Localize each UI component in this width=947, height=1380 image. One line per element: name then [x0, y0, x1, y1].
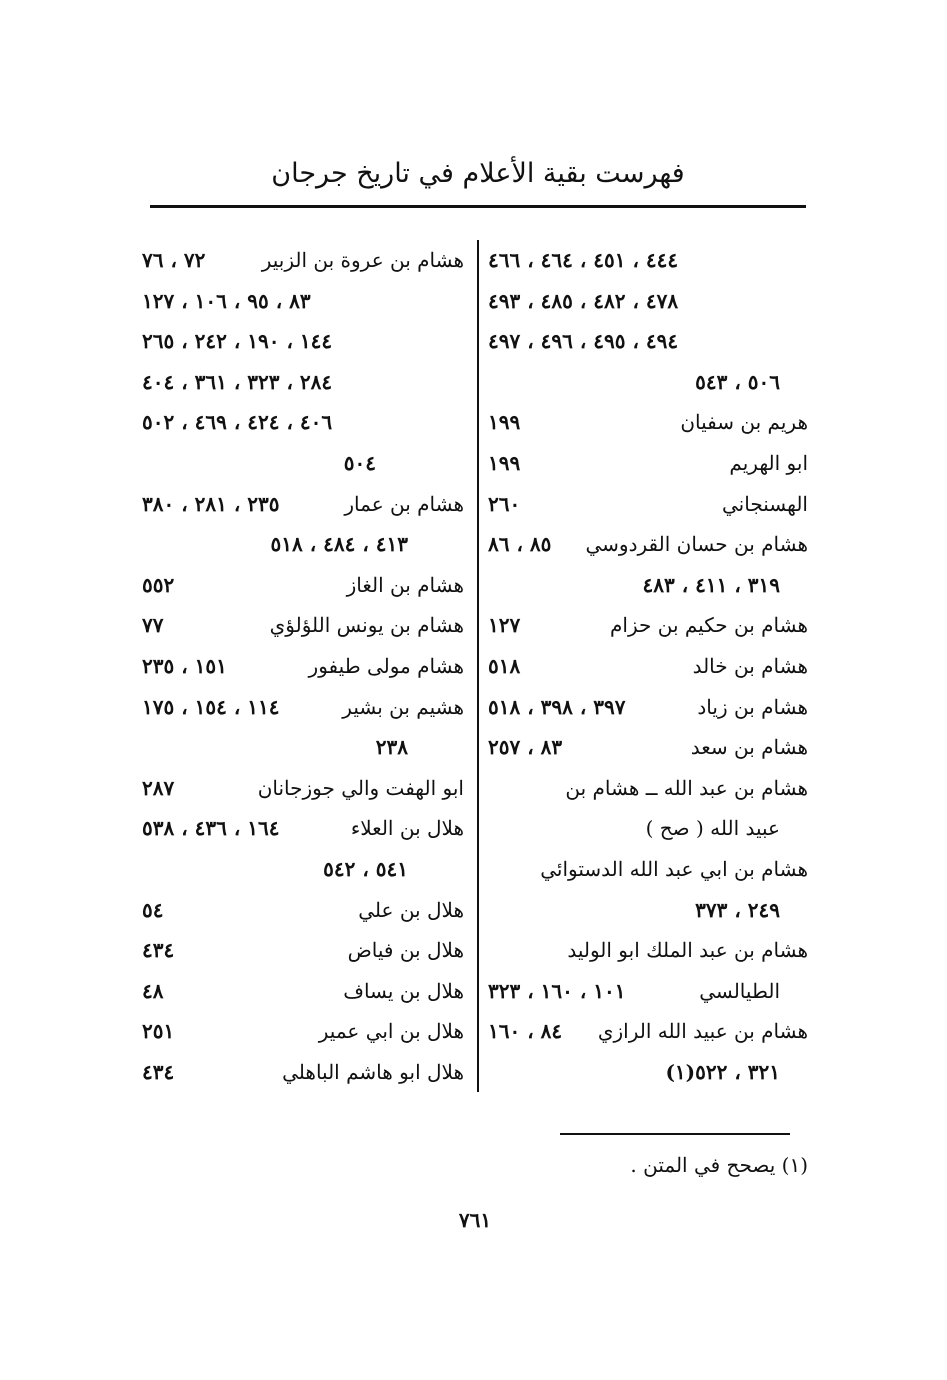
- column-divider: [477, 240, 479, 1092]
- footnote-rule: [560, 1133, 790, 1135]
- index-entry: ابو الهفت والي جوزجانان ٢٨٧: [142, 775, 464, 800]
- index-entry: ابو الهريم ١٩٩: [488, 450, 808, 475]
- page-title: فهرست بقية الأعلام في تاريخ جرجان: [271, 158, 685, 189]
- index-entry: هشام بن عبيد الله الرازي ٨٤ ، ١٦٠: [488, 1019, 808, 1044]
- index-entry: هشام بن عبد الملك ابو الوليد: [567, 938, 808, 963]
- index-entry: هشام بن حسان القردوسي ٨٥ ، ٨٦: [488, 532, 808, 557]
- index-entry: هشام بن حكيم بن حزام ١٢٧: [488, 613, 808, 638]
- index-entry: هشام بن يونس اللؤلؤي ٧٧: [142, 613, 464, 638]
- index-entry: الطيالسي ١٠١ ، ١٦٠ ، ٣٢٣: [488, 978, 780, 1003]
- index-entry: هلال بن فياض ٤٣٤: [142, 938, 464, 963]
- index-entry: ٤٩٤ ، ٤٩٥ ، ٤٩٦ ، ٤٩٧: [488, 329, 679, 354]
- index-entry: ٢٤٩ ، ٣٧٣: [695, 897, 780, 922]
- index-entry: ٤٧٨ ، ٤٨٢ ، ٤٨٥ ، ٤٩٣: [488, 288, 679, 313]
- index-column-left: [142, 240, 464, 1092]
- index-entry: ٣٢١ ، ٥٢٢(١): [665, 1059, 780, 1084]
- index-entry: هشام بن خالد ٥١٨: [488, 653, 808, 678]
- index-entry: هشام مولى طيفور ١٥١ ، ٢٣٥: [142, 653, 464, 678]
- index-entry: الهسنجاني ٢٦٠: [488, 491, 808, 516]
- index-entry: هشام بن عروة بن الزبير ٧٢ ، ٧٦: [142, 248, 464, 272]
- index-entry: ٤١٣ ، ٤٨٤ ، ٥١٨: [270, 532, 408, 557]
- index-entry: هشام بن الغاز ٥٥٢: [142, 572, 464, 597]
- index-entry: عبيد الله ( صح ): [645, 816, 780, 841]
- index-entry: هشام بن عمار ٢٣٥ ، ٢٨١ ، ٣٨٠: [142, 491, 464, 516]
- index-entry: ٨٣ ، ٩٥ ، ١٠٦ ، ١٢٧: [142, 288, 311, 313]
- index-entry: هلال بن العلاء ١٦٤ ، ٤٣٦ ، ٥٣٨: [142, 816, 464, 841]
- index-entry: ٢٨٤ ، ٣٢٣ ، ٣٦١ ، ٤٠٤: [142, 369, 333, 394]
- index-entry: هلال بن يساف ٤٨: [142, 978, 464, 1003]
- footnote: (١) يصحح في المتن .: [630, 1153, 808, 1177]
- index-entry: هلال ابو هاشم الباهلي ٤٣٤: [142, 1059, 464, 1084]
- index-column-right: [488, 240, 808, 1092]
- index-entry: ٣١٩ ، ٤١١ ، ٤٨٣: [642, 572, 780, 597]
- index-entry: ٥٠٦ ، ٥٤٣: [695, 369, 780, 394]
- header-rule: [150, 205, 806, 208]
- index-entry: هريم بن سفيان ١٩٩: [488, 410, 808, 435]
- page-number: ٧٦١: [458, 1208, 492, 1232]
- index-entry: ٤٠٦ ، ٤٢٤ ، ٤٦٩ ، ٥٠٢: [142, 410, 333, 435]
- index-entry: هشيم بن بشير ١١٤ ، ١٥٤ ، ١٧٥: [142, 694, 464, 719]
- index-entry: هشام بن عبد الله ــ هشام بن: [565, 775, 808, 800]
- index-entry: ٥٤١ ، ٥٤٢: [323, 856, 408, 881]
- index-entry: هشام بن سعد ٨٣ ، ٢٥٧: [488, 735, 808, 760]
- index-entry: ٥٠٤: [343, 450, 376, 475]
- index-entry: هلال بن ابي عمير ٢٥١: [142, 1019, 464, 1044]
- index-entry: هشام بن زياد ٣٩٧ ، ٣٩٨ ، ٥١٨: [488, 694, 808, 719]
- index-entry: ٢٣٨: [375, 735, 408, 760]
- index-entry: هشام بن ابي عبد الله الدستوائي: [540, 856, 808, 881]
- index-entry: ٤٤٤ ، ٤٥١ ، ٤٦٤ ، ٤٦٦: [488, 248, 679, 272]
- index-entry: ١٤٤ ، ١٩٠ ، ٢٤٢ ، ٢٦٥: [142, 329, 333, 354]
- index-entry: هلال بن علي ٥٤: [142, 897, 464, 922]
